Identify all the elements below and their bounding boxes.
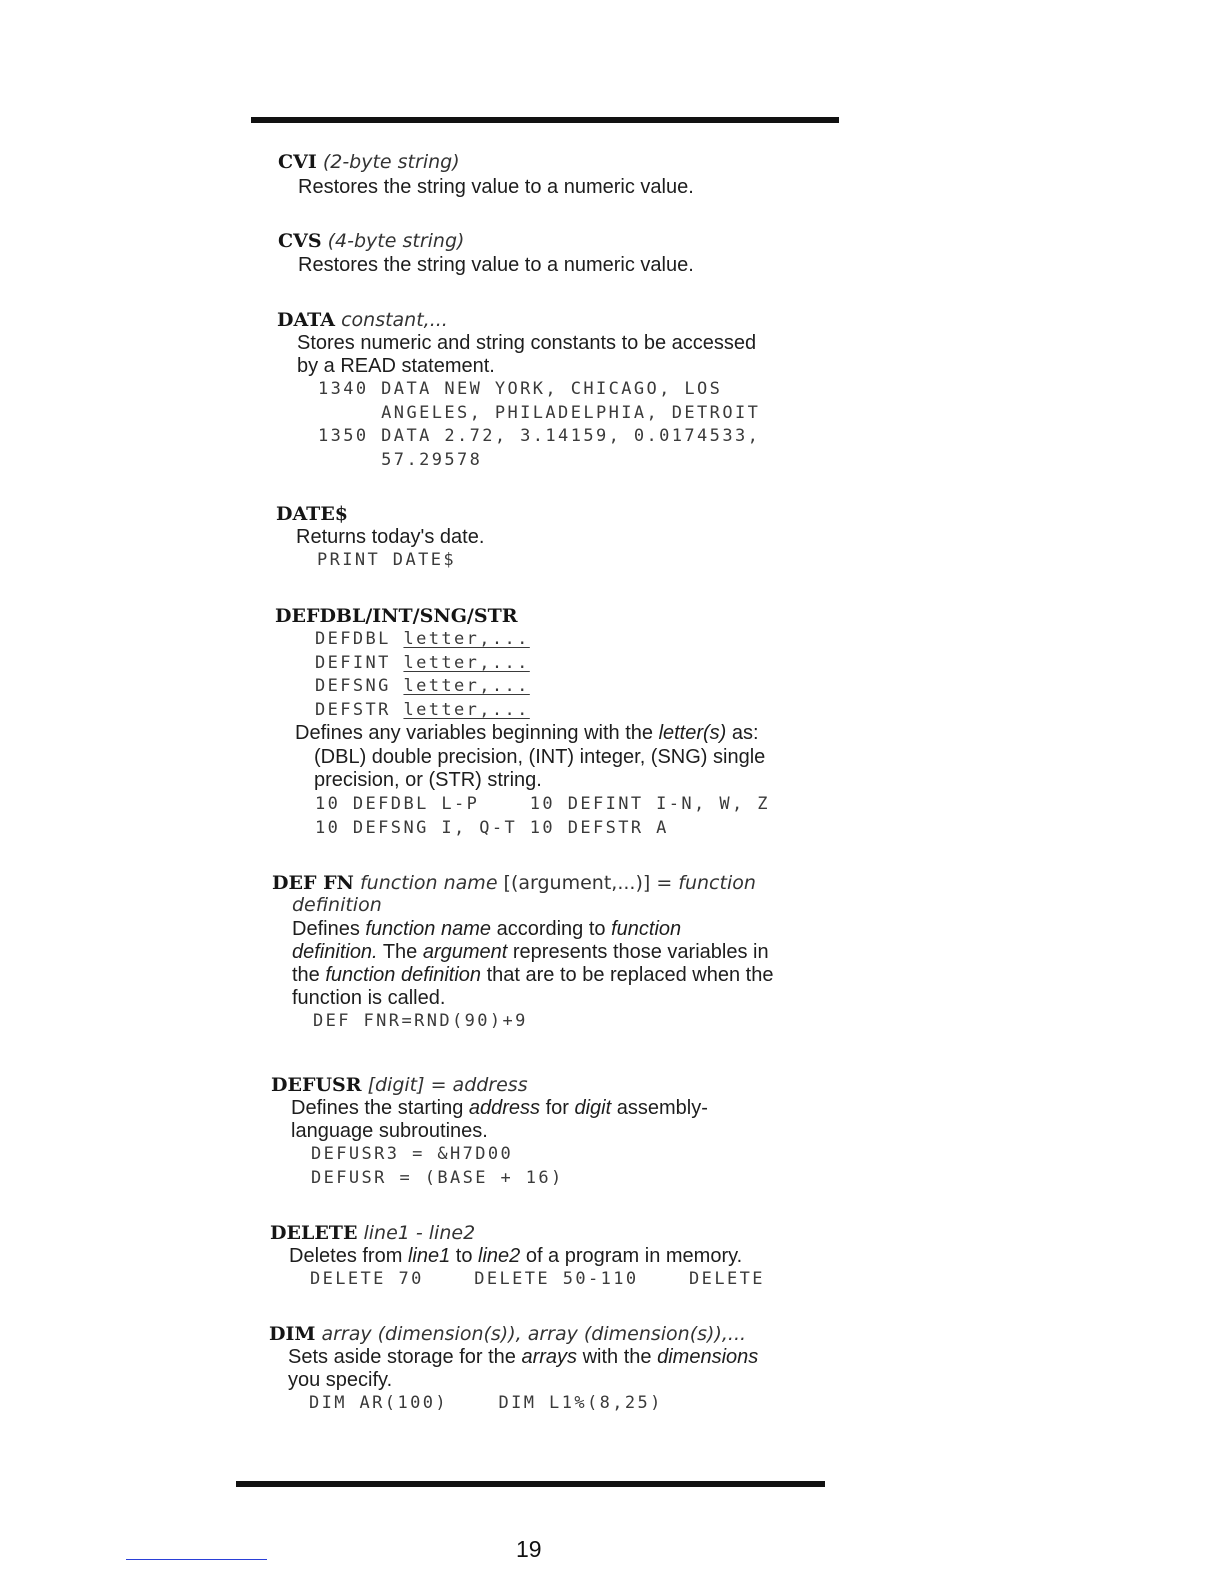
deffn-d1d: function xyxy=(611,918,682,940)
defdbl-keyword: DEFDBL/INT/SNG/STR xyxy=(275,605,518,627)
defsng-syntax-line xyxy=(315,675,530,699)
defdbl-desc-b: letter(s) xyxy=(658,722,727,744)
deffn-d2b: The xyxy=(377,941,423,963)
deffn-d1a: Defines xyxy=(292,918,366,940)
defusr-description-line-1 xyxy=(291,1097,708,1120)
dim-description-line-2: you specify. xyxy=(288,1369,393,1391)
deffn-d2a: definition. xyxy=(292,941,378,963)
dim-d1a: Sets aside storage for the xyxy=(288,1346,522,1368)
deffn-keyword: DEF FN xyxy=(272,872,354,894)
delete-da: Deletes from xyxy=(289,1245,408,1267)
defusr-description-line-2: language subroutines. xyxy=(291,1120,488,1142)
dim-keyword: DIM xyxy=(269,1323,316,1345)
deffn-d1b: function name xyxy=(365,918,492,940)
defusr-args-2: = xyxy=(424,1074,453,1096)
dim-args: array (dimension(s)), array (dimension(s)),... xyxy=(321,1323,747,1345)
defdbl-desc-c: as: xyxy=(726,722,759,744)
deffn-description-line-2 xyxy=(292,941,769,964)
data-description-line-2: by a READ statement. xyxy=(297,355,495,377)
defusr-d1b: address xyxy=(468,1097,541,1119)
data-description-line-1: Stores numeric and string constants to be accessed xyxy=(297,332,757,354)
deffn-description-line-1 xyxy=(292,918,681,941)
defdbl-description-line-3: precision, or (STR) string. xyxy=(314,769,542,791)
date-code-line-1: PRINT DATE$ xyxy=(317,550,456,570)
deffn-d2c: argument xyxy=(422,941,508,963)
defdbl-code-line-2: 10 DEFSNG I, Q-T 10 DEFSTR A xyxy=(315,818,669,838)
defsng-syntax-arg: letter,... xyxy=(403,676,530,696)
cvi-heading xyxy=(278,150,460,174)
data-code-line-4: 57.29578 xyxy=(318,450,483,470)
defstr-syntax-cmd: DEFSTR xyxy=(315,700,391,720)
date-description: Returns today's date. xyxy=(296,526,485,548)
data-keyword: DATA xyxy=(277,309,336,331)
delete-code-line-1: DELETE 70 DELETE 50-110 DELETE xyxy=(310,1269,765,1289)
dim-description-line-1 xyxy=(288,1346,758,1369)
defusr-args-3: address xyxy=(452,1074,528,1096)
delete-keyword: DELETE xyxy=(270,1222,358,1244)
cvs-keyword: CVS xyxy=(278,230,322,252)
deffn-description-line-3 xyxy=(292,964,773,987)
defsng-syntax-cmd: DEFSNG xyxy=(315,676,391,696)
defusr-d1d: digit xyxy=(574,1097,612,1119)
delete-heading xyxy=(270,1221,475,1245)
defdbl-description-line-1 xyxy=(295,722,759,745)
defusr-d1c: for xyxy=(540,1097,575,1119)
cvi-keyword: CVI xyxy=(278,151,317,173)
data-args: constant,... xyxy=(341,309,448,331)
dim-d1d: dimensions xyxy=(657,1346,759,1368)
deffn-args-1: function name xyxy=(359,872,498,894)
data-code-line-1: 1340 DATA NEW YORK, CHICAGO, LOS xyxy=(318,379,723,399)
defusr-code-line-2: DEFUSR = (BASE + 16) xyxy=(311,1168,564,1188)
deffn-d3b: function definition xyxy=(325,964,482,986)
defdbl-heading xyxy=(275,604,518,628)
defusr-d1e: assembly- xyxy=(611,1097,708,1119)
delete-args: line1 - line2 xyxy=(363,1222,476,1244)
bottom-rule xyxy=(236,1481,825,1487)
dim-d1c: with the xyxy=(577,1346,658,1368)
scan-artifact-line xyxy=(126,1559,267,1560)
deffn-args-2: [(argument,...)] = xyxy=(497,872,679,894)
cvs-heading xyxy=(278,229,464,253)
dim-code-line-1: DIM AR(100) DIM L1%(8,25) xyxy=(309,1393,663,1413)
date-keyword: DATE$ xyxy=(276,503,349,525)
defint-syntax-cmd: DEFINT xyxy=(315,653,391,673)
data-code-line-3: 1350 DATA 2.72, 3.14159, 0.0174533, xyxy=(318,426,761,446)
data-code-line-2: ANGELES, PHILADELPHIA, DETROIT xyxy=(318,403,761,423)
defusr-keyword: DEFUSR xyxy=(271,1074,362,1096)
date-heading xyxy=(276,502,348,526)
deffn-d3c: that are to be replaced when the xyxy=(481,964,774,986)
cvs-description: Restores the string value to a numeric value. xyxy=(298,254,694,276)
cvi-args: (2-byte string) xyxy=(322,151,460,173)
defdbl-syntax-cmd: DEFDBL xyxy=(315,629,391,649)
deffn-description-line-4: function is called. xyxy=(292,987,446,1009)
deffn-args-3: function xyxy=(678,872,756,894)
delete-dd: line2 xyxy=(478,1245,521,1267)
dim-heading xyxy=(269,1322,746,1346)
delete-dc: to xyxy=(450,1245,478,1267)
deffn-heading xyxy=(272,871,756,895)
deffn-code-line-1: DEF FNR=RND(90)+9 xyxy=(313,1011,528,1031)
defstr-syntax-arg: letter,... xyxy=(403,700,530,720)
deffn-d3a: the xyxy=(292,964,326,986)
defdbl-desc-a: Defines any variables beginning with the xyxy=(295,722,659,744)
deffn-d1c: according to xyxy=(491,918,612,940)
delete-de: of a program in memory. xyxy=(520,1245,743,1267)
delete-db: line1 xyxy=(407,1245,451,1267)
page-number: 19 xyxy=(516,1536,542,1562)
defdbl-code-line-1: 10 DEFDBL L-P 10 DEFINT I-N, W, Z xyxy=(315,794,770,814)
defusr-code-line-1: DEFUSR3 = &H7D00 xyxy=(311,1144,514,1164)
cvs-args: (4-byte string) xyxy=(327,230,465,252)
defdbl-description-line-2: (DBL) double precision, (INT) integer, (SNG) single xyxy=(314,746,766,768)
top-rule xyxy=(251,117,839,123)
defdbl-syntax-arg: letter,... xyxy=(403,629,530,649)
defstr-syntax-line xyxy=(315,699,530,723)
defdbl-syntax-line-1 xyxy=(315,628,530,652)
cvi-description: Restores the string value to a numeric value. xyxy=(298,176,694,198)
deffn-heading-line-2 xyxy=(292,893,382,917)
deffn-d2d: represents those variables in xyxy=(507,941,769,963)
defint-syntax-arg: letter,... xyxy=(403,653,530,673)
deffn-args-line2: definition xyxy=(292,894,382,916)
dim-d1b: arrays xyxy=(521,1346,578,1368)
defusr-d1a: Defines the starting xyxy=(291,1097,469,1119)
defusr-args-1: [digit] xyxy=(367,1074,425,1096)
data-heading xyxy=(277,308,448,332)
defusr-heading xyxy=(271,1073,528,1097)
defint-syntax-line xyxy=(315,652,530,676)
delete-description xyxy=(289,1245,742,1268)
